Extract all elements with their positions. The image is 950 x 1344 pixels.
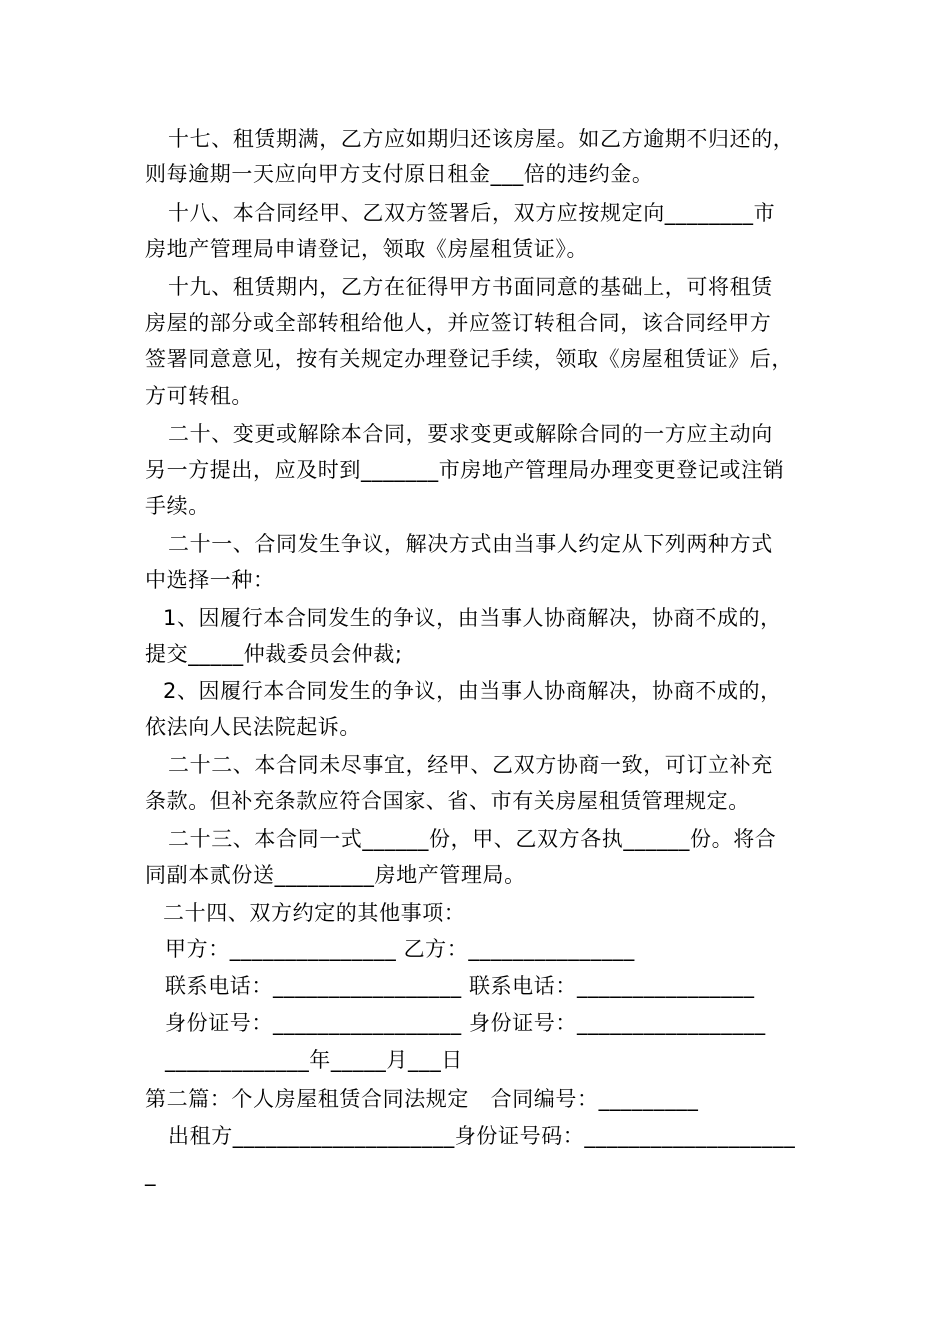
text-line-4: 房地产管理局申请登记，领取《房屋租赁证》。	[145, 237, 589, 261]
text-line-10: 另一方提出，应及时到_______市房地产管理局办理变更登记或注销	[145, 458, 785, 482]
text-line-13: 中选择一种：	[145, 568, 275, 592]
text-line-8: 方可转租。	[145, 384, 253, 408]
signature-date-line: _____________年_____月___日	[165, 1048, 463, 1072]
lessor-line: 出租方____________________身份证号码：___________________	[168, 1124, 796, 1148]
text-line-17: 依法向人民法院起诉。	[145, 715, 361, 739]
section-heading-line: 第二篇：个人房屋租赁合同法规定 合同编号：_________	[145, 1087, 699, 1111]
text-line-3: 十八、本合同经甲、乙双方签署后，双方应按规定向________市	[168, 201, 776, 225]
text-line-19: 条款。但补充条款应符合国家、省、市有关房屋租赁管理规定。	[145, 789, 750, 813]
text-line-18: 二十二、本合同未尽事宜，经甲、乙双方协商一致，可订立补充	[168, 753, 773, 777]
text-line-12: 二十一、合同发生争议，解决方式由当事人约定从下列两种方式	[168, 532, 773, 556]
text-line-15: 提交_____仲裁委员会仲裁;	[145, 642, 403, 666]
text-line-2: 则每逾期一天应向甲方支付原日租金___倍的违约金。	[145, 162, 654, 186]
text-line-7: 签署同意意见，按有关规定办理登记手续，领取《房屋租赁证》后，	[145, 347, 793, 371]
signature-id-line: 身份证号：_________________ 身份证号：_________________	[165, 1011, 766, 1035]
text-line-22: 二十四、双方约定的其他事项：	[163, 901, 466, 925]
signature-phone-line: 联系电话：_________________ 联系电话：________________	[165, 974, 755, 998]
text-line-1: 十七、租赁期满，乙方应如期归还该房屋。如乙方逾期不归还的，	[168, 127, 795, 151]
text-line-9: 二十、变更或解除本合同，要求变更或解除合同的一方应主动向	[168, 422, 773, 446]
trailing-underscore-line: _	[145, 1162, 157, 1186]
text-line-6: 房屋的部分或全部转租给他人，并应签订转租合同，该合同经甲方	[145, 311, 772, 335]
text-line-11: 手续。	[145, 494, 210, 518]
signature-party-line: 甲方：_______________ 乙方：_______________	[165, 937, 635, 961]
text-line-20: 二十三、本合同一式______份，甲、乙双方各执______份。将合	[168, 827, 777, 851]
text-line-21: 同副本贰份送_________房地产管理局。	[145, 863, 526, 887]
text-line-14: 1、因履行本合同发生的争议，由当事人协商解决，协商不成的，	[163, 606, 782, 630]
text-line-5: 十九、租赁期内，乙方在征得甲方书面同意的基础上，可将租赁	[168, 275, 773, 299]
text-line-16: 2、因履行本合同发生的争议，由当事人协商解决，协商不成的，	[163, 679, 782, 703]
